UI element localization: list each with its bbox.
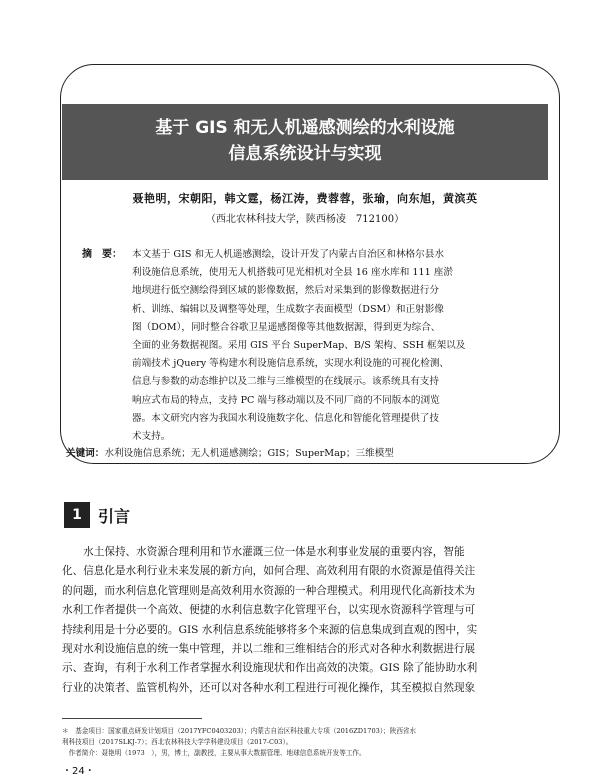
body-line: 示、查询，有利于水利工作者掌握水利设施现状和作出高效的决策。GIS 除了能协助水利: [62, 662, 478, 675]
page-number: ・24・: [62, 766, 95, 777]
footnote-line: 利科技项目（2017SLKJ-7）；西北农林科技大学学科建设项目（2017-C03）。: [62, 738, 293, 746]
footnotes: [62, 726, 552, 759]
affiliation: （西北农林科技大学，陕西杨凌 712100）: [205, 214, 405, 225]
body-line: 水利工作者提供一个高效、便捷的水利信息数字化管理平台，以实现水资源科学管理与可: [62, 604, 476, 617]
abstract-line: 术支持。: [132, 431, 171, 443]
abstract-line: 信息与参数的动态维护以及二维与三维模型的在线展示。该系统具有支持: [132, 376, 439, 388]
abstract-line: 全面的业务数据视图。采用 GIS 平台 SuperMap、B/S 架构、SSH 框架以及: [132, 340, 466, 352]
footnote-divider: [62, 718, 202, 719]
paper-title-line-1: 基于 GIS 和无人机遥感测绘的水利设施: [155, 118, 455, 138]
section-number-badge: 1: [64, 502, 90, 528]
keywords-text: 水利设施信息系统；无人机遥感测绘；GIS；SuperMap；三维模型: [104, 448, 394, 459]
body-line: 水土保持、水资源合理利用和节水灌溉三位一体是水利事业发展的重要内容，智能: [62, 546, 465, 558]
abstract-line: 器。本文研究内容为我国水利设施数字化、信息化和智能化管理提供了技: [132, 412, 439, 424]
body-line: 的问题，而水利信息化管理则是高效利用水资源的一种合理模式。利用现代化高新技术为: [62, 584, 476, 597]
abstract-line: 图（DOM），同时整合谷歌卫星遥感图像等其他数据源，得到更为综合、: [132, 321, 441, 333]
paper-title-line-2: 信息系统设计与实现: [228, 144, 382, 164]
authors: 聂艳明，宋朝阳，韩文霆，杨江涛，费蓉蓉，张瑜，向东旭，黄滨英: [132, 192, 478, 205]
keywords: [66, 445, 546, 459]
body-line: 化、信息化是水利行业未来发展的新方向，如何合理、高效利用有限的水资源是值得关注: [62, 565, 476, 578]
section-title: 引言: [98, 506, 131, 526]
footnote-line: ＊ 基金项目：国家重点研发计划项目（2017YFC0403203）；内蒙古自治区科技重大专项（2016ZD1703）；陕西省水: [62, 727, 417, 735]
abstract-label: 摘 要：: [82, 249, 122, 260]
abstract: [82, 246, 530, 446]
abstract-line: 前端技术 jQuery 等构建水利设施信息系统，实现水利设施的可视化检测、: [132, 358, 450, 370]
abstract-line: 本文基于 GIS 和无人机遥感测绘，设计开发了内蒙古自治区和林格尔县水: [132, 249, 444, 260]
body-line: 行业的决策者、监管机构外，还可以对各种水利工程进行可视化操作，其至模拟自然现象: [62, 681, 476, 694]
footnote-line: 作者简介：聂艳明（1973 ），男，博士，副教授，主要从事大数据管理、地球信息系统开发等工作。: [62, 749, 366, 757]
keywords-label: 关键词：: [66, 448, 105, 459]
abstract-line: 响应式布局的特点，支持 PC 端与移动端以及不同厂商的不同版本的浏览: [132, 394, 440, 406]
body-line: 持续利用是十分必要的。GIS 水利信息系统能够将多个来源的信息集成到直观的图中，实: [62, 623, 478, 636]
body-text: [62, 543, 552, 698]
body-line: 现对水利设施信息的统一集中管理，并以二维和三维相结合的形式对各种水利数据进行展: [62, 643, 476, 656]
section-heading: [64, 502, 130, 528]
title-band: [62, 104, 548, 180]
abstract-line: 利设施信息系统，使用无人机搭载可见光相机对全县 16 座水库和 111 座淤: [132, 267, 453, 279]
abstract-line: 析、训练、编辑以及调整等处理，生成数字表面模型（DSM）和正射影像: [132, 303, 444, 315]
abstract-line: 地坝进行低空测绘得到区域的影像数据，然后对采集到的影像数据进行分: [132, 285, 439, 297]
